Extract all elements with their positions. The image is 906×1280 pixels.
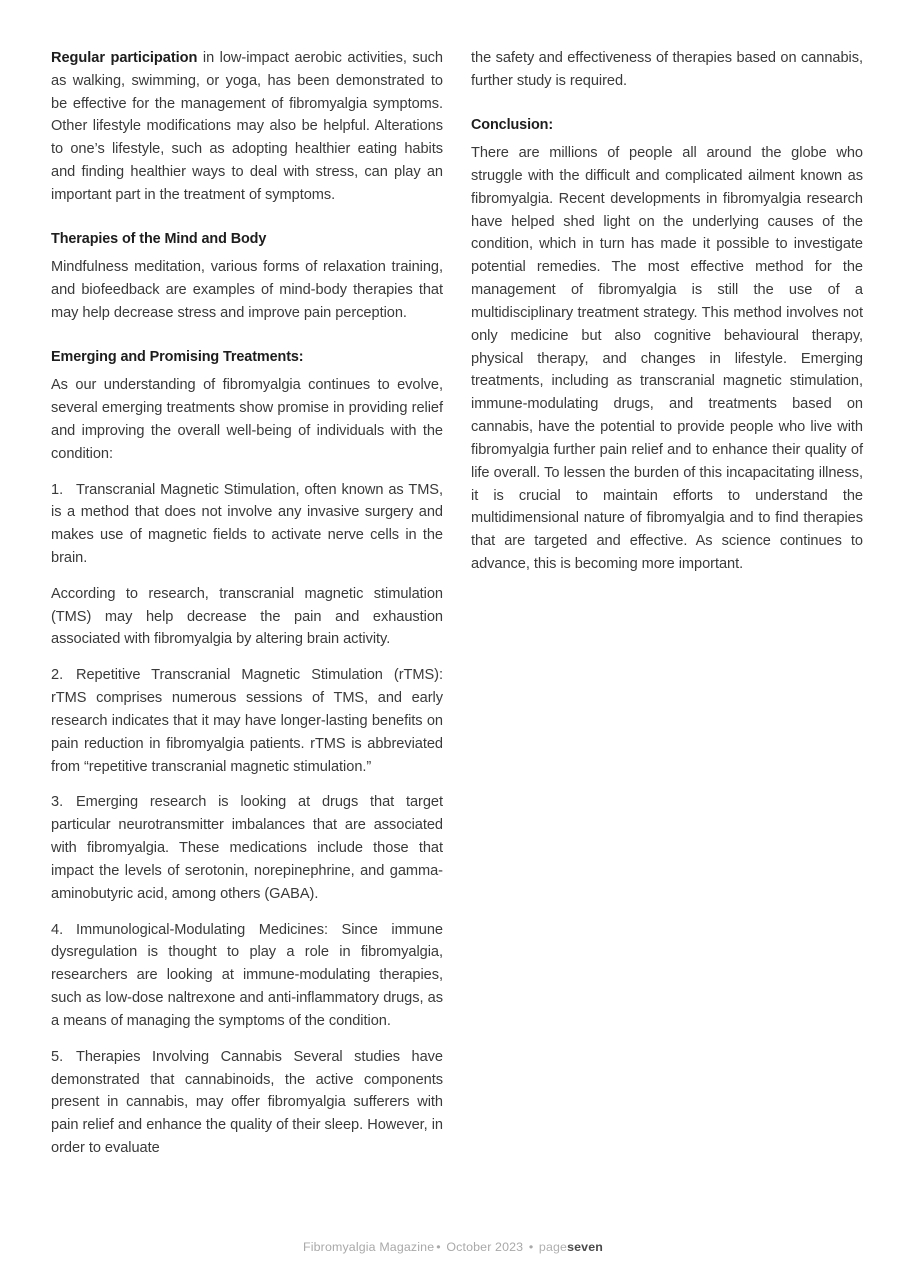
lead-paragraph-bold-prefix: Regular participation [51, 50, 198, 66]
page-footer [0, 1240, 906, 1254]
paragraph-emerging-intro: As our understanding of fibromyalgia continues to evolve, several emerging treatments show promise in providing relief and improving the overall well-being of individuals with the condition: [51, 377, 443, 462]
footer-page-label: page [538, 1240, 568, 1254]
heading-mind-body-therapies: Therapies of the Mind and Body [51, 230, 267, 247]
two-column-layout [51, 47, 863, 1207]
list-item-number: 1. [51, 481, 64, 498]
footer-separator: • [436, 1240, 441, 1254]
footer-page-number: seven [567, 1240, 603, 1254]
list-item [51, 919, 443, 1046]
list-item-text: Therapies Involving Cannabis Several studies have demonstrated that cannabinoids, the active components present in cannabis, may offer fibromyalgia sufferers with pain relief and enhance the quality of their sleep. However, in order to evaluate [51, 1048, 443, 1157]
list-item-text: Repetitive Transcranial Magnetic Stimulation (rTMS): rTMS comprises numerous sessions of TMS, and early research indicates that it may have longer-lasting benefits on pain reduction in fibromyalgia patients. rTMS is abbreviated from “repetitive transcranial magnetic stimulation.” [51, 667, 443, 775]
heading-conclusion: Conclusion: [471, 116, 554, 133]
list-item-number: 4. [51, 921, 64, 938]
footer-magazine-name: Fibromyalgia Magazine [303, 1240, 435, 1254]
lead-paragraph-rest: in low-impact aerobic activities, such as walking, swimming, or yoga, has been demonstrated to be effective for the management of fibromyalgia symptoms. Other lifestyle modifications may also be helpful. Alterations to one’s lifestyle, such as adopting healthier eating habits and finding healthier ways to deal with stress, can play an important part in the treatment of symptoms. [51, 50, 443, 203]
list-item-number: 5. [51, 1048, 64, 1065]
paragraph-conclusion: There are millions of people all around the globe who struggle with the difficult and complicated ailment known as fibromyalgia. Recent developments in fibromyalgia research have helped shed light on the underlying causes of the condition, which in turn has made it possible to investigate potential remedies. The most effective method for the management of fibromyalgia is still the use of a multidisciplinary treatment strategy. This method involves not only medicine but also cognitive behavioural therapy, physical therapy, and changes in lifestyle. Emerging treatments, including as transcranial magnetic stimulation, immune-modulating drugs, and treatments based on cannabis, have the potential to provide people who live with fibromyalgia further pain relief and to enhance their quality of life overall. To lessen the burden of this incapacitating illness, it is crucial to maintain efforts to understand the multidimensional nature of fibromyalgia and to find therapies that are targeted and effective. As science continues to advance, this is becoming more important. [471, 145, 863, 573]
heading-emerging-treatments: Emerging and Promising Treatments: [51, 348, 304, 365]
list-item-number: 2. [51, 667, 64, 684]
paragraph-tms-research: According to research, transcranial magnetic stimulation (TMS) may help decrease the pain and exhaustion associated with fibromyalgia by altering brain activity. [51, 585, 443, 648]
list-item-text: Immunological-Modulating Medicines: Since immune dysregulation is thought to play a role in fibromyalgia, researchers are looking at immune-modulating therapies, such as low-dose naltrexone and anti-inflammatory drugs, as a means of managing the symptoms of the condition. [51, 921, 443, 1029]
right-column [471, 47, 863, 576]
footer-separator: • [528, 1240, 534, 1254]
paragraph-mind-body-therapies: Mindfulness meditation, various forms of relaxation training, and biofeedback are examples of mind-body therapies that may help decrease stress and improve pain perception. [51, 259, 443, 321]
footer-issue-date: October 2023 [446, 1240, 524, 1254]
list-item-text: Emerging research is looking at drugs that target particular neurotransmitter imbalances that are associated with fibromyalgia. These medications include those that impact the levels of serotonin, norepinephrine, and gamma-aminobutyric acid, among others (GABA). [51, 794, 443, 902]
list-item [51, 791, 443, 918]
paragraph-cannabis-continuation: the safety and effectiveness of therapies based on cannabis, further study is required. [471, 50, 863, 89]
list-item [51, 1046, 443, 1160]
list-item [51, 479, 443, 583]
left-column [51, 47, 443, 1160]
list-item-number: 3. [51, 794, 64, 811]
list-item-text: Transcranial Magnetic Stimulation, often known as TMS, is a method that does not involve any invasive surgery and makes use of magnetic fields to activate nerve cells in the brain. [51, 481, 443, 566]
list-item [51, 664, 443, 791]
lead-paragraph [51, 47, 443, 220]
